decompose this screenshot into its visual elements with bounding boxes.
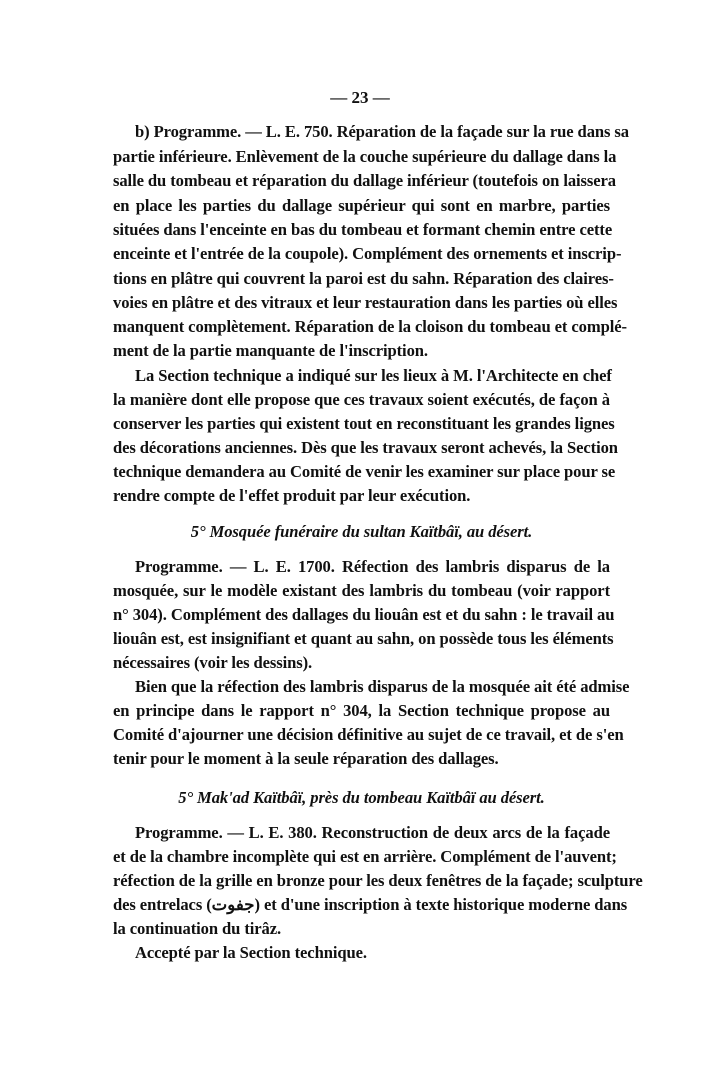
text-line: tenir pour le moment à la seule réparation des dallages.: [113, 749, 499, 768]
text-line: réfection de la grille en bronze pour les deux fenêtres de la façade; sculpture: [113, 871, 643, 890]
text-line: nécessaires (voir les dessins).: [113, 653, 313, 672]
text-line: Programme. — L. E. 380. Reconstruction de deux arcs de la façade: [135, 823, 610, 842]
text-line: Comité d'ajourner une décision définitive au sujet de ce travail, et de s'en: [113, 725, 624, 744]
text-line: la continuation du tirâz.: [113, 919, 282, 938]
text-line: technique demandera au Comité de venir les examiner sur place pour se: [113, 462, 616, 481]
text-line: en place les parties du dallage supérieur qui sont en marbre, parties: [113, 196, 610, 215]
text-line: situées dans l'enceinte en bas du tombeau et formant chemin entre cette: [113, 220, 613, 239]
text-line: ment de la partie manquante de l'inscription.: [113, 341, 428, 360]
text-line: partie inférieure. Enlèvement de la couche supérieure du dallage dans la: [113, 147, 617, 166]
text-line: des entrelacs (جفوت) et d'une inscription à texte historique moderne dans: [113, 895, 628, 914]
text-line: tions en plâtre qui couvrent la paroi est du sahn. Réparation des claires-: [113, 269, 614, 288]
text-line: en principe dans le rapport n° 304, la Section technique propose au: [113, 701, 610, 720]
text-line: salle du tombeau et réparation du dallage inférieur (toutefois on laissera: [113, 171, 616, 190]
text-line: enceinte et l'entrée de la coupole). Complément des ornements et inscrip-: [113, 244, 622, 263]
text-line: La Section technique a indiqué sur les lieux à M. l'Architecte en chef: [135, 366, 612, 385]
text-line: conserver les parties qui existent tout en reconstituant les grandes lignes: [113, 414, 615, 433]
text-line: 5° Mak'ad Kaïtbâï, près du tombeau Kaïtbâï au désert.: [178, 788, 545, 807]
text-line: rendre compte de l'effet produit par leur exécution.: [113, 486, 471, 505]
text-line: voies en plâtre et des vitraux et leur restauration dans les parties où elles: [113, 293, 618, 312]
text-line: la manière dont elle propose que ces travaux soient exécutés, de façon à: [113, 390, 610, 409]
text-line: liouân est, est insignifiant et quant au sahn, on possède tous les éléments: [113, 629, 614, 648]
text-line: 5° Mosquée funéraire du sultan Kaïtbâï, au désert.: [190, 522, 533, 541]
text-line: et de la chambre incomplète qui est en arrière. Complément de l'auvent;: [113, 847, 617, 866]
text-line: des décorations anciennes. Dès que les travaux seront achevés, la Section: [113, 438, 618, 457]
page-number: — 23 —: [330, 88, 390, 107]
text-line: n° 304). Complément des dallages du liouân est et du sahn : le travail au: [113, 605, 615, 624]
text-line: manquent complètement. Réparation de la cloison du tombeau et complé-: [113, 317, 627, 336]
text-line: Programme. — L. E. 1700. Réfection des lambris disparus de la: [135, 557, 610, 576]
text-line: mosquée, sur le modèle existant des lambris du tombeau (voir rapport: [113, 581, 610, 600]
text-line: Bien que la réfection des lambris disparus de la mosquée ait été admise: [135, 677, 630, 696]
text-line: b) Programme. — L. E. 750. Réparation de la façade sur la rue dans sa: [135, 122, 629, 141]
text-line: Accepté par la Section technique.: [135, 943, 367, 962]
